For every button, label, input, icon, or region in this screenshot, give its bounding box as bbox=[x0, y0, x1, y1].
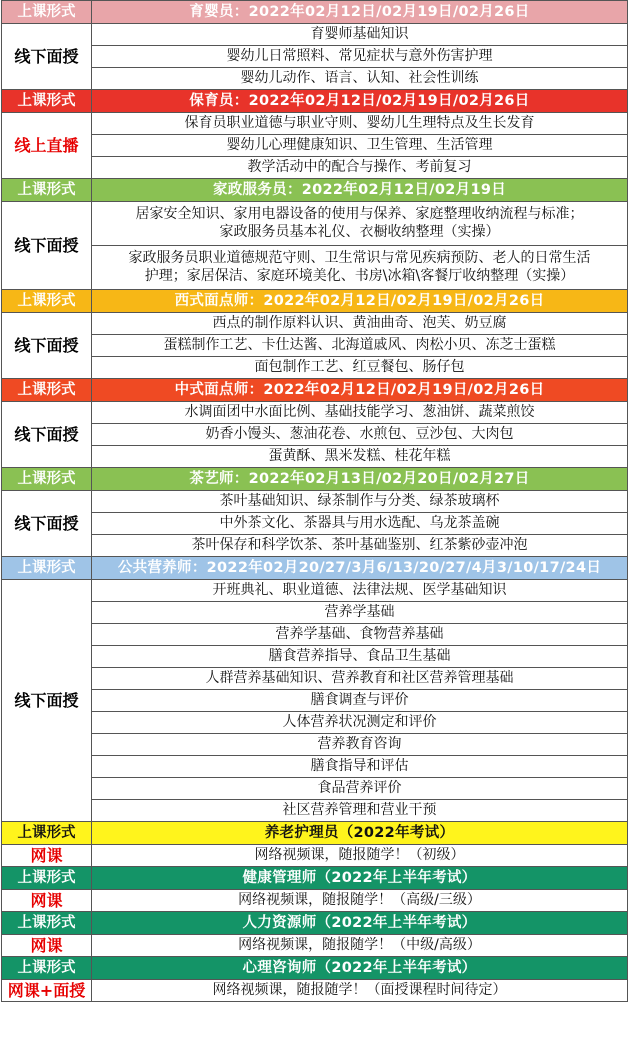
table-row bbox=[2, 646, 628, 668]
section-header bbox=[2, 179, 628, 202]
section-header bbox=[2, 379, 628, 402]
course-item: 育婴师基础知识 bbox=[92, 24, 628, 46]
course-item-line: 护理；家居保洁、家庭环境美化、书房\冰箱\客餐厅收纳整理（实操） bbox=[144, 267, 575, 284]
course-item: 社区营养管理和营业干预 bbox=[92, 800, 628, 822]
class-mode: 线下面授 bbox=[2, 402, 92, 468]
course-item: 茶叶保存和科学饮茶、茶叶基础鉴别、红茶紫砂壶冲泡 bbox=[92, 535, 628, 557]
course-item bbox=[92, 246, 628, 290]
table-row bbox=[2, 712, 628, 734]
section-title: 茶艺师：2022年02月13日/02月20日/02月27日 bbox=[92, 468, 628, 491]
section-title: 健康管理师（2022年上半年考试） bbox=[92, 867, 628, 890]
table-row bbox=[2, 246, 628, 290]
course-schedule-table bbox=[1, 0, 628, 1002]
section-label: 上课形式 bbox=[2, 179, 92, 202]
course-item: 茶叶基础知识、绿茶制作与分类、绿茶玻璃杯 bbox=[92, 491, 628, 513]
section-title: 中式面点师：2022年02月12日/02月19日/02月26日 bbox=[92, 379, 628, 402]
table-row bbox=[2, 734, 628, 756]
class-mode: 网课+面授 bbox=[2, 980, 92, 1002]
course-item: 营养学基础 bbox=[92, 602, 628, 624]
section-label: 上课形式 bbox=[2, 822, 92, 845]
table-row bbox=[2, 402, 628, 424]
course-item: 网络视频课，随报随学！（高级/三级） bbox=[92, 890, 628, 912]
course-item: 婴幼儿动作、语言、认知、社会性训练 bbox=[92, 68, 628, 90]
course-item: 西点的制作原料认识、黄油曲奇、泡芙、奶豆腐 bbox=[92, 313, 628, 335]
course-item: 蛋黄酥、黑米发糕、桂花年糕 bbox=[92, 446, 628, 468]
section-label: 上课形式 bbox=[2, 957, 92, 980]
section-title: 公共营养师：2022年02月20/27/3月6/13/20/27/4月3/10/17/24日 bbox=[92, 557, 628, 580]
section-header bbox=[2, 557, 628, 580]
course-item bbox=[92, 202, 628, 246]
course-item: 膳食调查与评价 bbox=[92, 690, 628, 712]
course-item: 膳食营养指导、食品卫生基础 bbox=[92, 646, 628, 668]
table-row bbox=[2, 778, 628, 800]
table-row bbox=[2, 46, 628, 68]
table-row bbox=[2, 800, 628, 822]
course-item: 奶香小馒头、葱油花卷、水煎包、豆沙包、大肉包 bbox=[92, 424, 628, 446]
table-row bbox=[2, 491, 628, 513]
class-mode: 网课 bbox=[2, 845, 92, 867]
table-row bbox=[2, 424, 628, 446]
section-header bbox=[2, 90, 628, 113]
section-label: 上课形式 bbox=[2, 379, 92, 402]
section-header bbox=[2, 957, 628, 980]
table-row bbox=[2, 668, 628, 690]
section-label: 上课形式 bbox=[2, 912, 92, 935]
course-item: 中外茶文化、茶器具与用水选配、乌龙茶盖碗 bbox=[92, 513, 628, 535]
class-mode: 线下面授 bbox=[2, 202, 92, 290]
course-item: 婴幼儿日常照料、常见症状与意外伤害护理 bbox=[92, 46, 628, 68]
table-row bbox=[2, 24, 628, 46]
course-item: 人群营养基础知识、营养教育和社区营养管理基础 bbox=[92, 668, 628, 690]
section-title: 家政服务员：2022年02月12日/02月19日 bbox=[92, 179, 628, 202]
section-header bbox=[2, 1, 628, 24]
section-header bbox=[2, 912, 628, 935]
class-mode: 线下面授 bbox=[2, 491, 92, 557]
table-row bbox=[2, 624, 628, 646]
course-item: 蛋糕制作工艺、卡仕达酱、北海道戚风、肉松小贝、冻芝士蛋糕 bbox=[92, 335, 628, 357]
table-row bbox=[2, 357, 628, 379]
table-row bbox=[2, 935, 628, 957]
course-item: 网络视频课，随报随学！（中级/高级） bbox=[92, 935, 628, 957]
table-row bbox=[2, 535, 628, 557]
table-row bbox=[2, 513, 628, 535]
table-row bbox=[2, 756, 628, 778]
table-row bbox=[2, 690, 628, 712]
class-mode: 网课 bbox=[2, 890, 92, 912]
section-label: 上课形式 bbox=[2, 290, 92, 313]
table-row bbox=[2, 580, 628, 602]
course-item: 食品营养评价 bbox=[92, 778, 628, 800]
section-title: 心理咨询师（2022年上半年考试） bbox=[92, 957, 628, 980]
section-label: 上课形式 bbox=[2, 1, 92, 24]
table-row bbox=[2, 68, 628, 90]
class-mode: 线下面授 bbox=[2, 24, 92, 90]
course-item: 膳食指导和评估 bbox=[92, 756, 628, 778]
course-item: 网络视频课，随报随学！（初级） bbox=[92, 845, 628, 867]
section-header bbox=[2, 468, 628, 491]
course-item: 人体营养状况测定和评价 bbox=[92, 712, 628, 734]
table-row bbox=[2, 980, 628, 1002]
table-row bbox=[2, 135, 628, 157]
section-label: 上课形式 bbox=[2, 867, 92, 890]
table-row bbox=[2, 157, 628, 179]
section-title: 养老护理员（2022年考试） bbox=[92, 822, 628, 845]
section-header bbox=[2, 822, 628, 845]
course-item-line: 居家安全知识、家用电器设备的使用与保养、家庭整理收纳流程与标准； bbox=[135, 206, 584, 222]
course-item: 面包制作工艺、红豆餐包、肠仔包 bbox=[92, 357, 628, 379]
course-item-line: 家政服务员基本礼仪、衣橱收纳整理（实操） bbox=[219, 223, 500, 240]
course-item: 婴幼儿心理健康知识、卫生管理、生活管理 bbox=[92, 135, 628, 157]
course-item: 水调面团中水面比例、基础技能学习、葱油饼、蔬菜煎饺 bbox=[92, 402, 628, 424]
section-title: 保育员：2022年02月12日/02月19日/02月26日 bbox=[92, 90, 628, 113]
table-row bbox=[2, 890, 628, 912]
class-mode: 线下面授 bbox=[2, 313, 92, 379]
class-mode: 线上直播 bbox=[2, 113, 92, 179]
section-header bbox=[2, 867, 628, 890]
course-item: 保育员职业道德与职业守则、婴幼儿生理特点及生长发育 bbox=[92, 113, 628, 135]
section-header bbox=[2, 290, 628, 313]
course-item-line: 家政服务员职业道德规范守则、卫生常识与常见疾病预防、老人的日常生活 bbox=[128, 250, 591, 266]
section-label: 上课形式 bbox=[2, 557, 92, 580]
section-label: 上课形式 bbox=[2, 468, 92, 491]
course-item: 网络视频课，随报随学！（面授课程时间待定） bbox=[92, 980, 628, 1002]
course-item: 开班典礼、职业道德、法律法规、医学基础知识 bbox=[92, 580, 628, 602]
table-row bbox=[2, 446, 628, 468]
class-mode: 线下面授 bbox=[2, 580, 92, 822]
course-item: 教学活动中的配合与操作、考前复习 bbox=[92, 157, 628, 179]
table-row bbox=[2, 335, 628, 357]
section-title: 人力资源师（2022年上半年考试） bbox=[92, 912, 628, 935]
table-row bbox=[2, 113, 628, 135]
table-row bbox=[2, 602, 628, 624]
table-row bbox=[2, 313, 628, 335]
section-title: 西式面点师：2022年02月12日/02月19日/02月26日 bbox=[92, 290, 628, 313]
table-row bbox=[2, 845, 628, 867]
course-item: 营养学基础、食物营养基础 bbox=[92, 624, 628, 646]
section-label: 上课形式 bbox=[2, 90, 92, 113]
section-title: 育婴员：2022年02月12日/02月19日/02月26日 bbox=[92, 1, 628, 24]
table-row bbox=[2, 202, 628, 246]
class-mode: 网课 bbox=[2, 935, 92, 957]
course-item: 营养教育咨询 bbox=[92, 734, 628, 756]
